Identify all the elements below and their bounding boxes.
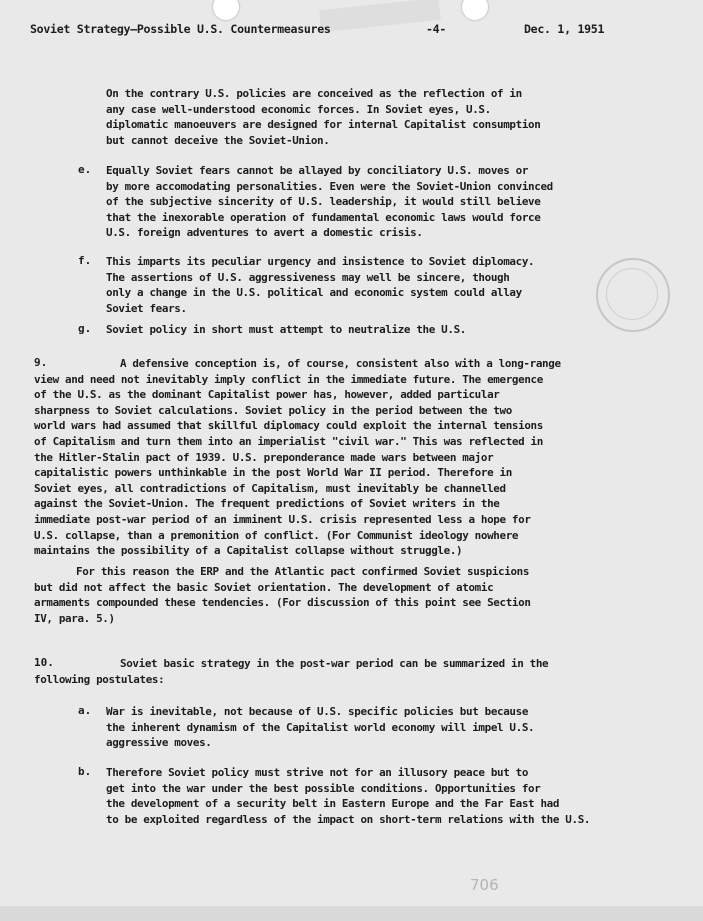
text-line: A defensive conception is, of course, consistent also with a long-range (120, 357, 561, 370)
text-line: The assertions of U.S. aggressiveness may well be sincere, though (106, 270, 510, 284)
text-line: of the subjective sincerity of U.S. leadership, it would still believe (106, 195, 541, 209)
text-line: IV, para. 5.) (34, 611, 115, 625)
text-line: maintains the possibility of a Capitalist collapse without struggle.) (34, 544, 463, 558)
text-line: by more accomodating personalities. Even were the Soviet-Union convinced (106, 179, 553, 193)
text-line: of Capitalism and turn them into an imperialist "civil war." This was reflected in (34, 434, 543, 448)
item-label-e: e. (78, 163, 92, 176)
document-date: Dec. 1, 1951 (524, 22, 605, 36)
text-line: Soviet eyes, all contradictions of Capitalism, must inevitably be channelled (34, 481, 506, 495)
paragraph-number-10: 10. (34, 656, 54, 669)
item-b-paragraph (106, 765, 590, 827)
text-line: but cannot deceive the Soviet-Union. (106, 133, 330, 147)
text-line: of the U.S. as the dominant Capitalist power has, however, added particular (34, 388, 500, 402)
text-line: Soviet policy in short must attempt to neutralize the U.S. (106, 323, 466, 336)
text-line: Soviet fears. (106, 301, 187, 315)
text-line: the inherent dynamism of the Capitalist world economy will impel U.S. (106, 720, 535, 734)
item-label-a: a. (78, 704, 92, 717)
erp-paragraph (34, 564, 531, 626)
archive-page-number: 706 (470, 876, 499, 894)
text-line: U.S. foreign adventures to avert a domestic crisis. (106, 226, 423, 240)
text-line: only a change in the U.S. political and economic system could allay (106, 286, 522, 300)
page-bottom-margin (0, 906, 703, 921)
text-line: U.S. collapse, than a premonition of conflict. (For Communist ideology nowhere (34, 528, 519, 542)
text-line: Soviet basic strategy in the post-war period can be summarized in the (120, 657, 549, 670)
text-line: any case well-understood economic forces. In Soviet eyes, U.S. (106, 102, 491, 116)
text-line: capitalistic powers unthinkable in the post World War II period. Therefore in (34, 466, 512, 480)
text-line: Therefore Soviet policy must strive not for an illusory peace but to (106, 766, 529, 779)
paragraph-number-9: 9. (34, 356, 48, 369)
text-line: but did not affect the basic Soviet orientation. The development of atomic (34, 580, 494, 594)
archive-stamp (596, 258, 670, 332)
text-line: that the inexorable operation of fundamental economic laws would force (106, 210, 541, 224)
item-a-paragraph (106, 704, 534, 751)
punch-hole (213, 0, 239, 20)
item-label-b: b. (78, 765, 92, 778)
page-header (30, 22, 630, 42)
page-number: -4- (426, 22, 447, 36)
text-line: immediate post-war period of an imminent U.S. crisis represented less a hope for (34, 512, 531, 526)
intro-paragraph (106, 86, 540, 148)
text-line: This imparts its peculiar urgency and insistence to Soviet diplomacy. (106, 255, 535, 268)
text-line: following postulates: (34, 672, 165, 686)
text-line: to be exploited regardless of the impact on short-term relations with the U.S. (106, 812, 591, 826)
item-label-f: f. (78, 254, 92, 267)
text-line: sharpness to Soviet calculations. Soviet policy in the period between the two (34, 403, 512, 417)
punch-hole (462, 0, 488, 20)
text-line: aggressive moves. (106, 736, 212, 750)
item-g-paragraph (106, 322, 466, 338)
item-e-paragraph (106, 163, 553, 241)
item-label-g: g. (78, 322, 92, 335)
text-line: view and need not inevitably imply conflict in the immediate future. The emergence (34, 372, 543, 386)
item-f-paragraph (106, 254, 534, 316)
text-line: the Hitler-Stalin pact of 1939. U.S. preponderance made wars between major (34, 450, 494, 464)
text-line: the development of a security belt in Eastern Europe and the Far East had (106, 797, 560, 811)
text-line: get into the war under the best possible conditions. Opportunities for (106, 781, 541, 795)
text-line: world wars had assumed that skillful diplomacy could exploit the internal tensions (34, 419, 543, 433)
text-line: On the contrary U.S. policies are conceived as the reflection of in (106, 87, 522, 100)
text-line: armaments compounded these tendencies. (For discussion of this point see Section (34, 596, 531, 610)
text-line: Equally Soviet fears cannot be allayed by conciliatory U.S. moves or (106, 164, 529, 177)
text-line: War is inevitable, not because of U.S. specific policies but because (106, 705, 529, 718)
paragraph-9 (34, 356, 561, 559)
text-line: against the Soviet-Union. The frequent predictions of Soviet writers in the (34, 497, 500, 511)
paragraph-10 (34, 656, 548, 687)
text-line: diplomatic manoeuvers are designed for internal Capitalist consumption (106, 118, 541, 132)
text-line: For this reason the ERP and the Atlantic pact confirmed Soviet suspicions (76, 565, 530, 578)
document-title: Soviet Strategy—Possible U.S. Countermeasures (30, 22, 331, 36)
